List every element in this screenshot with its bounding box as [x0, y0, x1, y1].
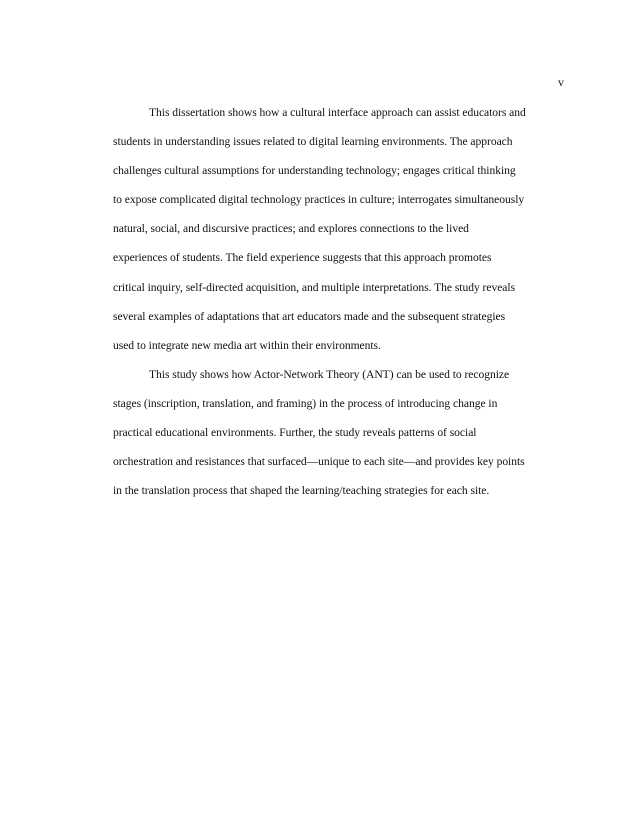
text-line: several examples of adaptations that art educators made and the subsequent strategies: [113, 309, 506, 323]
text-line: to expose complicated digital technology practices in culture; interrogates simultaneously: [113, 193, 525, 207]
text-line: natural, social, and discursive practices; and explores connections to the lived: [113, 222, 469, 236]
text-line: students in understanding issues related to digital learning environments. The approach: [113, 135, 513, 149]
text-line: challenges cultural assumptions for understanding technology; engages critical thinking: [113, 164, 516, 178]
text-line: orchestration and resistances that surfaced—unique to each site—and provides key points: [113, 455, 525, 469]
text-line: in the translation process that shaped the learning/teaching strategies for each site.: [113, 484, 490, 498]
text-line: used to integrate new media art within their environments.: [113, 338, 381, 352]
page-number: v: [558, 75, 564, 89]
text-line: This dissertation shows how a cultural interface approach can assist educators and: [149, 106, 526, 119]
text-line: experiences of students. The field experience suggests that this approach promotes: [113, 251, 492, 265]
abstract-body: [113, 98, 533, 505]
text-line: stages (inscription, translation, and framing) in the process of introducing change in: [113, 396, 498, 410]
text-line: This study shows how Actor-Network Theory (ANT) can be used to recognize: [149, 367, 510, 381]
paragraph-1: [113, 98, 533, 360]
text-line: practical educational environments. Further, the study reveals patterns of social: [113, 426, 477, 440]
paragraph-2: [113, 360, 533, 505]
text-line: critical inquiry, self-directed acquisition, and multiple interpretations. The study reveals: [113, 280, 516, 294]
